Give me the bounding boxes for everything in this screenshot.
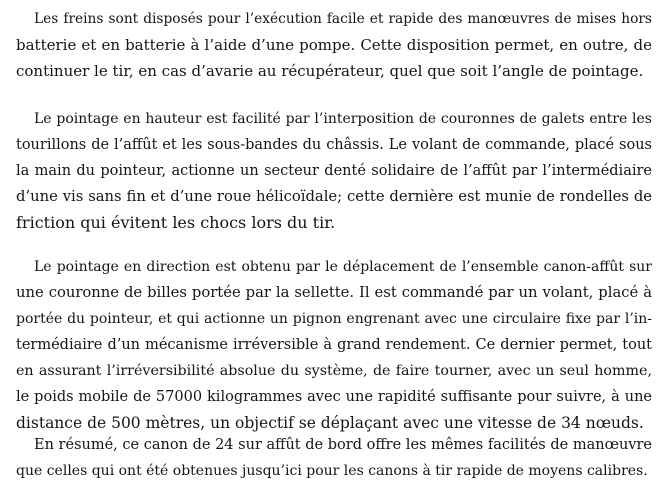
text-line: friction qui évitent les chocs lors du tir. — [16, 213, 336, 232]
text-line: une couronne de billes portée par la sellette. Il est commandé par un volant, placé à — [16, 284, 652, 301]
text-line: En résumé, ce canon de 24 sur affût de bord offre les mêmes facilités de manœuvre — [34, 437, 652, 453]
text-line: Le pointage en direction est obtenu par le déplacement de l’ensemble canon-affût sur — [34, 259, 652, 275]
text-line: tourillons de l’affût et les sous-bandes du châssis. Le volant de commande, placé sous — [16, 137, 652, 153]
text-line: Les freins sont disposés pour l’exécution facile et rapide des manœuvres de mises hors — [34, 11, 652, 27]
text-line: en assurant l’irréversibilité absolue du système, de faire tourner, avec un seul homme, — [16, 363, 652, 379]
text-line: portée du pointeur, et qui actionne un pignon engrenant avec une circulaire fixe par l’in- — [16, 311, 652, 327]
text-line: continuer le tir, en cas d’avarie au récupérateur, quel que soit l’angle de pointage. — [16, 62, 644, 80]
text-line: que celles qui ont été obtenues jusqu’ici pour les canons à tir rapide de moyens calibres. — [16, 463, 648, 479]
text-line: distance de 500 mètres, un objectif se déplaçant avec une vitesse de 34 nœuds. — [16, 414, 644, 432]
text-line: le poids mobile de 57000 kilogrammes avec une rapidité suffisante pour suivre, à une — [16, 389, 652, 405]
text-line: batterie et en batterie à l’aide d’une pompe. Cette disposition permet, en outre, de — [16, 36, 652, 54]
text-line: Le pointage en hauteur est facilité par l’interposition de couronnes de galets entre les — [34, 111, 652, 127]
text-line: termédiaire d’un mécanisme irréversible à grand rendement. Ce dernier permet, tout — [16, 337, 652, 353]
text-line: la main du pointeur, actionne un secteur denté solidaire de l’affût par l’intermédiaire — [16, 163, 652, 179]
text-line: d’une vis sans fin et d’une roue hélicoïdale; cette dernière est munie de rondelles de — [16, 188, 652, 205]
